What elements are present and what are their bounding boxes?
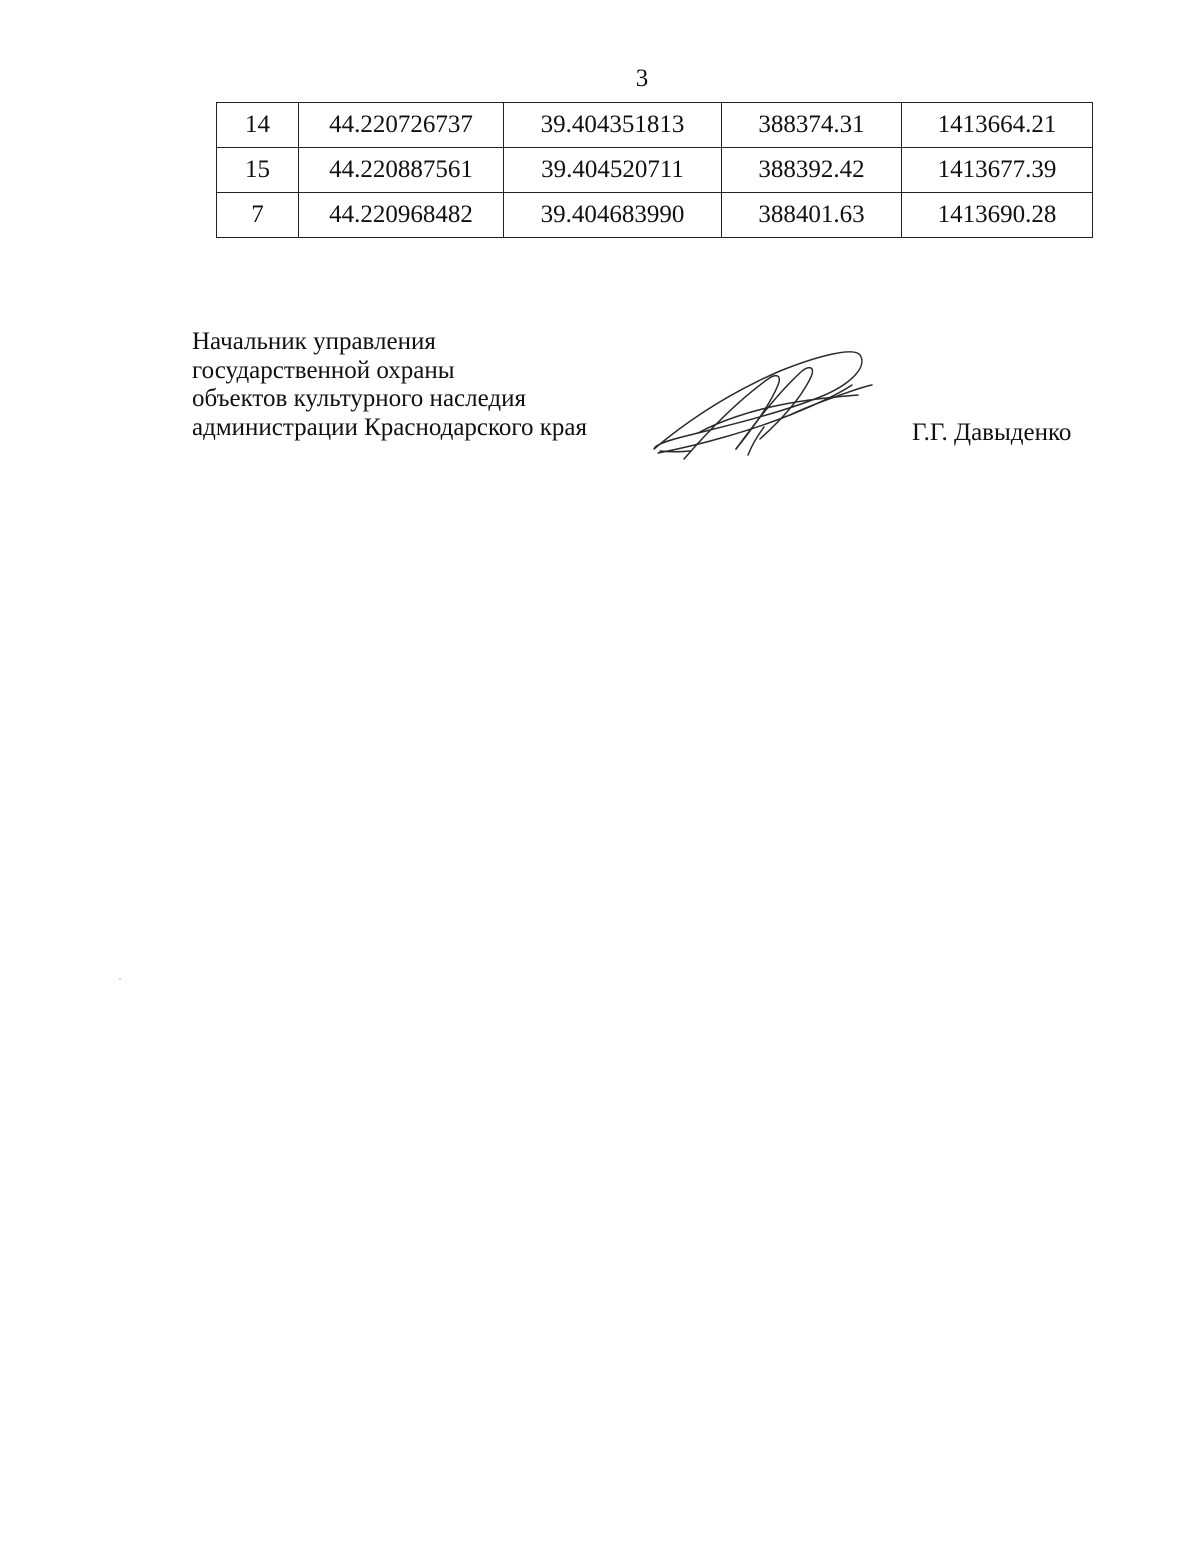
- position-line: государственной охраны: [192, 356, 455, 384]
- longitude-cell: 39.404351813: [504, 103, 722, 148]
- longitude-cell: 39.404520711: [504, 148, 722, 193]
- y-coordinate-cell: 1413664.21: [902, 103, 1093, 148]
- point-number-cell: 14: [217, 103, 299, 148]
- x-coordinate-cell: 388392.42: [722, 148, 902, 193]
- handwritten-signature: [640, 335, 880, 470]
- table-row: [217, 148, 1093, 193]
- position-line: объектов культурного наследия: [192, 385, 526, 412]
- coordinates-table: [216, 102, 1093, 238]
- y-coordinate-cell: 1413677.39: [902, 148, 1093, 193]
- x-coordinate-cell: 388401.63: [722, 193, 902, 238]
- page-number: 3: [635, 65, 649, 92]
- table-row: [217, 193, 1093, 238]
- position-line: Начальник управления: [192, 328, 436, 355]
- latitude-cell: 44.220726737: [299, 103, 504, 148]
- point-number-cell: 15: [217, 148, 299, 193]
- scan-artifact: [119, 978, 121, 980]
- longitude-cell: 39.404683990: [504, 193, 722, 238]
- position-line: администрации Краснодарского края: [192, 413, 588, 441]
- latitude-cell: 44.220968482: [299, 193, 504, 238]
- latitude-cell: 44.220887561: [299, 148, 504, 193]
- signer-position: [192, 328, 587, 442]
- y-coordinate-cell: 1413690.28: [902, 193, 1093, 238]
- table-row: [217, 103, 1093, 148]
- signer-name: Г.Г. Давыденко: [912, 419, 1072, 446]
- x-coordinate-cell: 388374.31: [722, 103, 902, 148]
- point-number-cell: 7: [217, 193, 299, 238]
